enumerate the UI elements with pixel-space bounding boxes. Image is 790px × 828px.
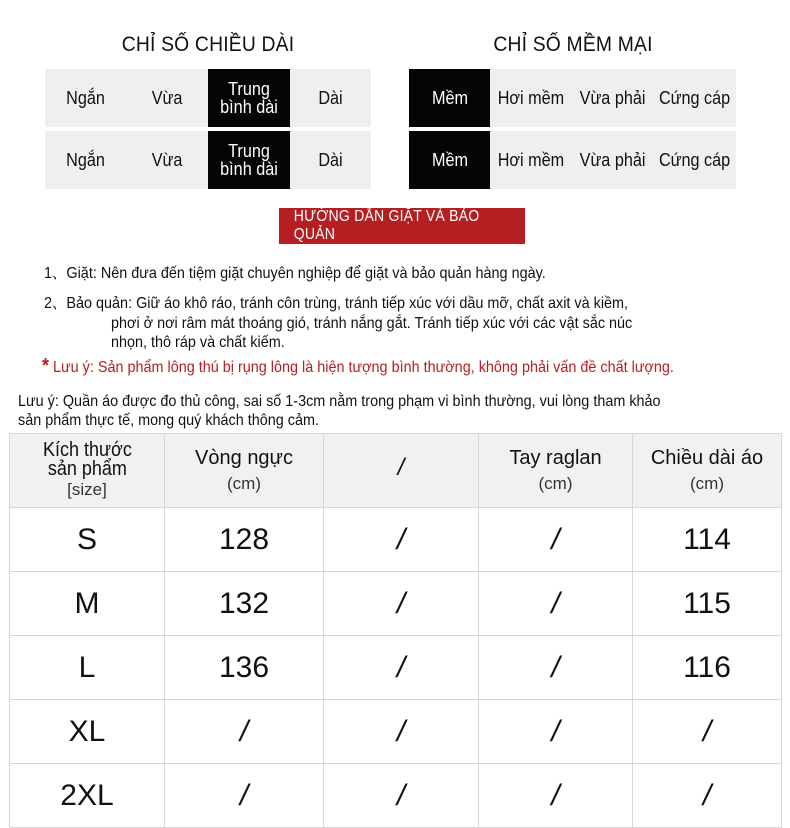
cell-length: / <box>633 764 782 828</box>
softness-option: Cứng cáp <box>654 69 736 127</box>
measurement-note-line1: Lưu ý: Quần áo được đo thủ công, sai số 1-3cm nằm trong phạm vi bình thường, vui lòng tham khảo <box>18 393 661 410</box>
cell-length: / <box>633 700 782 764</box>
care-item-wash: 1、Giặt: Nên đưa đến tiệm giặt chuyên nghiệp để giặt và bảo quản hàng ngày. <box>44 265 546 282</box>
cell-size: XL <box>10 700 165 764</box>
cell-size: 2XL <box>10 764 165 828</box>
cell-empty: / <box>324 572 479 636</box>
cell-chest: / <box>165 700 324 764</box>
length-index-title: CHỈ SỐ CHIỀU DÀI <box>121 33 295 56</box>
measurement-note-line2: sản phẩm thực tế, mong quý khách thông cảm. <box>18 412 320 429</box>
header-chest: Vòng ngực (cm) <box>165 434 324 508</box>
length-option: Dài <box>290 131 371 189</box>
cell-raglan: / <box>479 508 633 572</box>
cell-empty: / <box>324 508 479 572</box>
length-option: Dài <box>290 69 371 127</box>
header-raglan-sleeve: Tay raglan (cm) <box>479 434 633 508</box>
care-guide-banner: HƯỚNG DẪN GIẶT VÀ BẢO QUẢN <box>279 208 525 244</box>
length-option: Vừa <box>126 69 208 127</box>
softness-option-selected: Mềm <box>409 69 490 127</box>
softness-option-selected: Mềm <box>409 131 490 189</box>
length-option-selected: Trung bình dài <box>208 69 290 127</box>
length-scale-row-2 <box>45 131 371 189</box>
softness-option: Cứng cáp <box>654 131 736 189</box>
softness-option: Hơi mềm <box>490 69 572 127</box>
header-coat-length: Chiều dài áo (cm) <box>633 434 782 508</box>
cell-size: M <box>10 572 165 636</box>
cell-chest: 128 <box>165 508 324 572</box>
length-scale-row-1 <box>45 69 371 127</box>
cell-size: S <box>10 508 165 572</box>
cell-empty: / <box>324 700 479 764</box>
cell-raglan: / <box>479 572 633 636</box>
length-option-selected: Trung bình dài <box>208 131 290 189</box>
table-row-m <box>10 572 782 636</box>
softness-scale-row-1 <box>409 69 736 127</box>
header-size: Kích thước sản phẩm [size] <box>10 434 165 508</box>
care-item-storage-line3: nhọn, thô ráp và chất kiếm. <box>111 334 285 351</box>
cell-raglan: / <box>479 700 633 764</box>
cell-length: 115 <box>633 572 782 636</box>
cell-length: 116 <box>633 636 782 700</box>
cell-size: L <box>10 636 165 700</box>
table-row-xl <box>10 700 782 764</box>
cell-raglan: / <box>479 764 633 828</box>
table-row-s <box>10 508 782 572</box>
softness-index-title: CHỈ SỐ MỀM MẠI <box>493 33 653 56</box>
cell-length: 114 <box>633 508 782 572</box>
length-option: Ngắn <box>45 131 126 189</box>
table-row-2xl <box>10 764 782 828</box>
cell-chest: / <box>165 764 324 828</box>
cell-chest: 136 <box>165 636 324 700</box>
header-empty: / <box>324 434 479 508</box>
care-item-storage-line2: phơi ở nơi râm mát thoáng gió, tránh nắng gắt. Tránh tiếp xúc với các vật sắc núc <box>111 315 633 332</box>
size-table <box>9 433 782 828</box>
length-option: Ngắn <box>45 69 126 127</box>
softness-scale-row-2 <box>409 131 736 189</box>
softness-option: Vừa phải <box>572 131 654 189</box>
size-table-header <box>10 434 782 508</box>
table-row-l <box>10 636 782 700</box>
care-item-storage-line1: 2、Bảo quản: Giữ áo khô ráo, tránh côn trùng, tránh tiếp xúc với dầu mỡ, chất axit và kiềm, <box>44 295 629 312</box>
cell-empty: / <box>324 764 479 828</box>
softness-option: Hơi mềm <box>490 131 572 189</box>
softness-option: Vừa phải <box>572 69 654 127</box>
cell-empty: / <box>324 636 479 700</box>
asterisk-icon: * <box>42 355 50 377</box>
cell-raglan: / <box>479 636 633 700</box>
length-option: Vừa <box>126 131 208 189</box>
fur-shedding-note: * Lưu ý: Sản phẩm lông thú bị rụng lông là hiện tượng bình thường, không phải vấn đề chất lượng. <box>42 355 674 377</box>
cell-chest: 132 <box>165 572 324 636</box>
